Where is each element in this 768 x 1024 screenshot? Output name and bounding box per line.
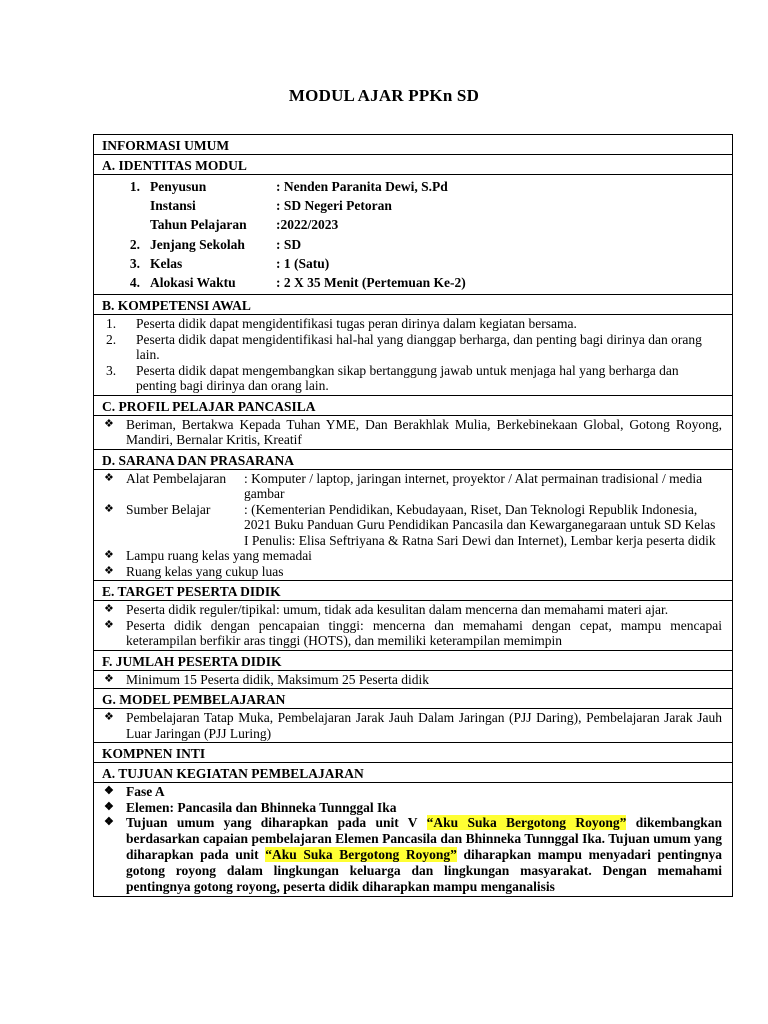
tujuan-text: diharapkan mampu menyadari pentingnya gotong royong dalam lingkungan keluarga dan lingkungan masyarakat. Dengan memahami pentingnya gotong royong, peserta didik diharapkan mampu menganalisis <box>126 847 722 895</box>
identitas-value: : Nenden Paranita Dewi, S.Pd <box>276 179 448 194</box>
model-text: Pembelajaran Tatap Muka, Pembelajaran Jarak Jauh Dalam Jaringan (PJJ Daring), Pembelajaran Jarak Jauh Luar Jaringan (PJJ Luring) <box>126 710 722 741</box>
list-item <box>94 710 722 741</box>
page-title: MODUL AJAR PPKn SD <box>288 86 480 105</box>
identitas-list <box>94 175 732 295</box>
alat-value: : Komputer / laptop, jaringan internet, proyektor / Alat permainan tradisional / media gambar <box>244 470 703 502</box>
section-profil-heading: C. PROFIL PELAJAR PANCASILA <box>94 396 732 416</box>
kompetensi-num: 2. <box>106 331 117 347</box>
diamond-bullet-icon: ❖ <box>104 417 114 430</box>
section-target-heading: E. TARGET PESERTA DIDIK <box>94 581 732 601</box>
kompetensi-list <box>94 315 732 396</box>
section-informasi-umum: INFORMASI UMUM <box>94 135 732 155</box>
diamond-bullet-icon: ❖ <box>104 800 114 813</box>
list-item <box>94 800 722 816</box>
diamond-bullet-icon: ❖ <box>104 672 114 685</box>
identitas-value: : SD <box>276 236 302 252</box>
diamond-bullet-icon: ❖ <box>104 785 114 798</box>
list-item <box>94 548 722 564</box>
profil-list <box>94 416 732 450</box>
section-identitas-heading: A. IDENTITAS MODUL <box>94 155 732 175</box>
identitas-num <box>94 196 146 215</box>
list-item <box>94 502 722 549</box>
identitas-label: Instansi <box>150 198 196 214</box>
identitas-value: :2022/2023 <box>276 217 339 233</box>
tujuan-paragraph <box>126 815 722 895</box>
list-item <box>94 672 722 688</box>
section-kompetensi-heading: B. KOMPETENSI AWAL <box>94 295 732 315</box>
jumlah-list <box>94 671 732 690</box>
kompetensi-text: Peserta didik dapat mengidentifikasi hal-hal yang dianggap berharga, dan penting bagi dirinya dan orang lain. <box>136 331 702 363</box>
tujuan-list <box>94 783 732 896</box>
kompetensi-text: Peserta didik dapat mengidentifikasi tugas peran dirinya dalam kegiatan bersama. <box>136 316 577 332</box>
highlight-unit-title: “Aku Suka Bergotong Royong” <box>426 815 627 831</box>
kompetensi-num: 3. <box>106 362 117 378</box>
identitas-num: 4. <box>129 274 140 290</box>
sumber-label: Sumber Belajar <box>126 501 211 517</box>
list-item <box>94 784 722 800</box>
section-sarana-heading: D. SARANA DAN PRASARANA <box>94 450 732 470</box>
list-item <box>94 417 722 448</box>
section-jumlah-heading: F. JUMLAH PESERTA DIDIK <box>94 651 732 671</box>
diamond-bullet-icon: ❖ <box>104 711 114 724</box>
identitas-row <box>94 273 732 292</box>
tujuan-text: dikembangkan berdasarkan capaian pembelajaran Elemen Pancasila dan Bhinneka Tunnggal Ika. Tujuan umum yang diharapkan pada unit <box>126 815 722 863</box>
sarana-text: Ruang kelas yang cukup luas <box>126 563 284 579</box>
identitas-row <box>94 235 732 254</box>
tujuan-text: Tujuan umum yang diharapkan pada unit V <box>126 815 427 831</box>
kompetensi-text: Peserta didik dapat mengembangkan sikap bertanggung jawab untuk menjaga hal yang berharga dan penting bagi dirinya dan orang lain. <box>136 362 679 394</box>
identitas-row <box>94 177 732 196</box>
document-table <box>93 134 733 897</box>
list-item <box>94 564 722 580</box>
identitas-row <box>94 215 732 234</box>
list-item <box>94 815 722 895</box>
highlight-unit-title: “Aku Suka Bergotong Royong” <box>265 847 457 863</box>
diamond-bullet-icon: ❖ <box>104 564 114 577</box>
target-text: Peserta didik dengan pencapaian tinggi: mencerna dan memahami dengan cepat, mampu mencapai keterampilan berfikir aras tinggi (HOTS), dan memiliki keterampilan memimpin <box>126 617 722 649</box>
section-komponen-inti: KOMPNEN INTI <box>94 743 732 763</box>
identitas-value: : 2 X 35 Menit (Pertemuan Ke-2) <box>276 274 466 290</box>
diamond-bullet-icon: ❖ <box>104 816 114 829</box>
kompetensi-num: 1. <box>106 316 117 332</box>
kompetensi-item <box>94 332 732 363</box>
identitas-num: 1. <box>129 179 140 194</box>
identitas-num: 3. <box>129 255 140 271</box>
sarana-text: Lampu ruang kelas yang memadai <box>126 548 312 564</box>
diamond-bullet-icon: ❖ <box>104 618 114 631</box>
identitas-row <box>94 196 732 215</box>
identitas-label: Alokasi Waktu <box>150 274 236 290</box>
identitas-label: Tahun Pelajaran <box>150 217 247 233</box>
identitas-value: : SD Negeri Petoran <box>276 198 392 214</box>
diamond-bullet-icon: ❖ <box>104 549 114 562</box>
section-tujuan-heading: A. TUJUAN KEGIATAN PEMBELAJARAN <box>94 763 732 783</box>
list-item <box>94 471 722 502</box>
kompetensi-item <box>94 316 732 332</box>
identitas-row <box>94 254 732 273</box>
sumber-value: : (Kementerian Pendidikan, Kebudayaan, Riset, Dan Teknologi Republik Indonesia, 2021 Buku Panduan Guru Pendidikan Pancasila dan Kewarganegaraan untuk SD Kelas I Penulis: Elisa Seftriyana & Ratna Sari Dewi dan Internet), Lembar kerja peserta didik <box>244 501 716 548</box>
diamond-bullet-icon: ❖ <box>104 603 114 616</box>
identitas-num: 2. <box>129 236 140 252</box>
diamond-bullet-icon: ❖ <box>104 502 114 515</box>
target-list <box>94 601 732 651</box>
fase-text: Fase A <box>126 784 165 800</box>
target-text: Peserta didik reguler/tipikal: umum, tidak ada kesulitan dalam mencerna dan memahami materi ajar. <box>126 602 669 618</box>
identitas-label: Kelas <box>150 255 183 271</box>
identitas-value: : 1 (Satu) <box>276 255 330 271</box>
identitas-num <box>94 215 146 234</box>
kompetensi-item <box>94 363 732 394</box>
alat-label: Alat Pembelajaran <box>126 470 227 486</box>
jumlah-text: Minimum 15 Peserta didik, Maksimum 25 Peserta didik <box>126 671 429 687</box>
section-model-heading: G. MODEL PEMBELAJARAN <box>94 689 732 709</box>
sarana-list <box>94 470 732 582</box>
identitas-label: Penyusun <box>150 179 207 194</box>
list-item <box>94 602 722 618</box>
elemen-text: Elemen: Pancasila dan Bhinneka Tunnggal Ika <box>126 799 397 815</box>
list-item <box>94 618 722 649</box>
identitas-label: Jenjang Sekolah <box>150 236 245 252</box>
profil-text: Beriman, Bertakwa Kepada Tuhan YME, Dan Berakhlak Mulia, Berkebinekaan Global, Gotong Royong, Mandiri, Bernalar Kritis, Kreatif <box>126 416 722 448</box>
model-list <box>94 709 732 743</box>
diamond-bullet-icon: ❖ <box>104 471 114 484</box>
